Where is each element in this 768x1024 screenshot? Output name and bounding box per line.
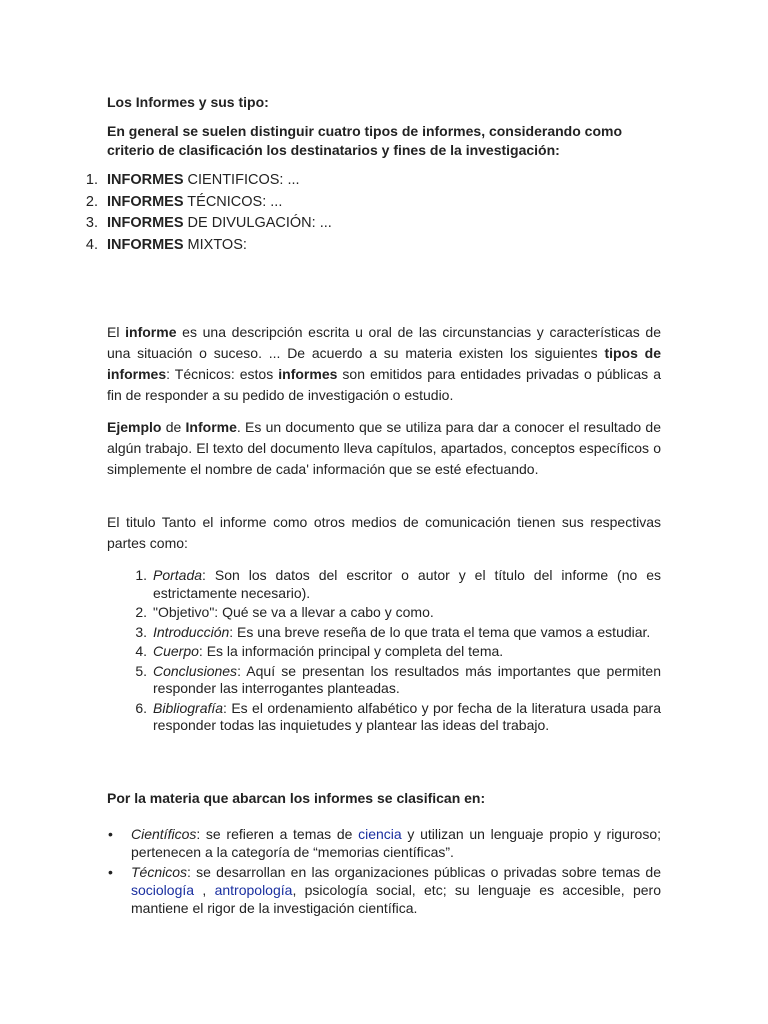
intro-paragraph: En general se suelen distinguir cuatro tipos de informes, considerando como criterio de clasificación los destinatarios y fines de la investigación: <box>107 123 622 158</box>
list-item-label: Portada <box>153 567 203 583</box>
definition-paragraph <box>107 322 661 406</box>
text-run: es una descripción escrita u oral de las circunstancias y características de una situación o suceso. ... De acuerdo a su materia existen los siguientes <box>107 324 661 361</box>
list-item-label: Bibliografía <box>153 699 224 716</box>
text-run-bold: informes <box>278 366 338 382</box>
list-number: 4. <box>135 643 147 659</box>
text-run: , <box>194 882 215 898</box>
text-run: : se desarrollan en las organizaciones públicas o privadas sobre temas de <box>187 864 661 880</box>
list-item-text: : Son los datos del escritor o autor y el título del informe (no es estrictamente necesario). <box>153 567 661 601</box>
text-run: El <box>107 324 126 340</box>
list-item-text: : Aquí se presentan los resultados más importantes que permiten responder las interrogantes planteadas. <box>153 662 661 696</box>
report-parts-list <box>127 567 661 737</box>
list-item-bold: INFORMES <box>107 215 184 231</box>
parts-intro-paragraph: El titulo Tanto el informe como otros medios de comunicación tienen sus respectivas partes como: <box>107 514 661 551</box>
text-run: y utilizan un lenguaje propio y riguroso; pertenecen a la categoría de “memorias científicas”. <box>131 826 662 860</box>
list-item <box>80 213 640 235</box>
text-run-bold: tipos de informes <box>107 345 662 382</box>
list-number: 5. <box>135 662 147 679</box>
document-heading: Los Informes y sus tipo: <box>107 94 269 110</box>
list-item <box>80 192 640 214</box>
list-item <box>107 863 661 917</box>
list-item-text: DE DIVULGACIÓN: ... <box>183 215 332 231</box>
bullet-icon: • <box>108 826 113 842</box>
bullet-icon: • <box>108 864 113 880</box>
list-item <box>127 567 661 602</box>
list-number: 6. <box>135 699 147 716</box>
list-number: 1. <box>85 172 98 188</box>
antropologia-link[interactable]: antropología <box>214 882 293 898</box>
report-types-list <box>80 170 640 256</box>
text-run: , psicología social, etc; su lenguaje es accesible, pero mantiene el rigor de la investigación científica. <box>131 882 661 916</box>
list-item-bold: INFORMES <box>107 236 184 253</box>
text-run-bold: informe <box>125 324 177 340</box>
list-item-text: : Es el ordenamiento alfabético y por fecha de la literatura usada para responder todas las inquietudes y plantear las ideas del trabajo. <box>153 699 661 733</box>
ciencia-link[interactable]: ciencia <box>358 826 402 842</box>
list-item-label: Científicos <box>131 826 197 842</box>
list-number: 1. <box>135 567 147 583</box>
text-run: de <box>161 419 186 435</box>
list-item-label: Cuerpo <box>153 643 199 659</box>
list-item-text: "Objetivo": Qué se va a llevar a cabo y como. <box>153 604 434 620</box>
list-item-text: CIENTIFICOS: ... <box>183 172 300 188</box>
list-item <box>127 604 661 622</box>
list-item <box>127 624 661 642</box>
list-item-bold: INFORMES <box>107 193 184 210</box>
list-item-bold: INFORMES <box>107 172 184 188</box>
list-item-text: : Es una breve reseña de lo que trata el tema que vamos a estudiar. <box>229 623 651 640</box>
list-number: 4. <box>85 236 98 253</box>
list-item <box>127 643 661 661</box>
list-item-label: Conclusiones <box>153 662 238 679</box>
list-item-label: Introducción <box>153 623 230 640</box>
list-item-text: : Es la información principal y completa del tema. <box>198 643 504 659</box>
list-number: 2. <box>85 193 98 210</box>
classification-heading: Por la materia que abarcan los informes se clasifican en: <box>107 790 486 806</box>
text-run: : Técnicos: estos <box>166 366 279 382</box>
text-run: son emitidos para entidades privadas o públicas a fin de responder a su pedido de investigación o estudio. <box>107 366 661 403</box>
sociologia-link[interactable]: sociología <box>131 882 195 898</box>
text-run: : se refieren a temas de <box>196 826 359 842</box>
list-item-label: Técnicos <box>131 864 188 880</box>
list-number: 3. <box>85 215 98 231</box>
example-paragraph <box>107 417 661 480</box>
list-item <box>80 235 640 257</box>
text-run-bold: Ejemplo <box>107 419 162 435</box>
classification-list <box>107 825 661 919</box>
list-item <box>127 700 661 735</box>
list-number: 2. <box>135 604 147 620</box>
list-item <box>80 170 640 192</box>
text-run-bold: Informe <box>185 419 237 435</box>
list-item <box>127 663 661 698</box>
list-item-text: TÉCNICOS: ... <box>183 193 283 210</box>
list-item <box>107 825 661 861</box>
list-item-text: MIXTOS: <box>183 236 247 253</box>
list-number: 3. <box>135 623 147 640</box>
text-run: . Es un documento que se utiliza para dar a conocer el resultado de algún trabajo. El texto del documento lleva capítulos, apartados, conceptos específicos o simplemente el nombre de cada' información que se esté efectuando. <box>107 419 662 477</box>
